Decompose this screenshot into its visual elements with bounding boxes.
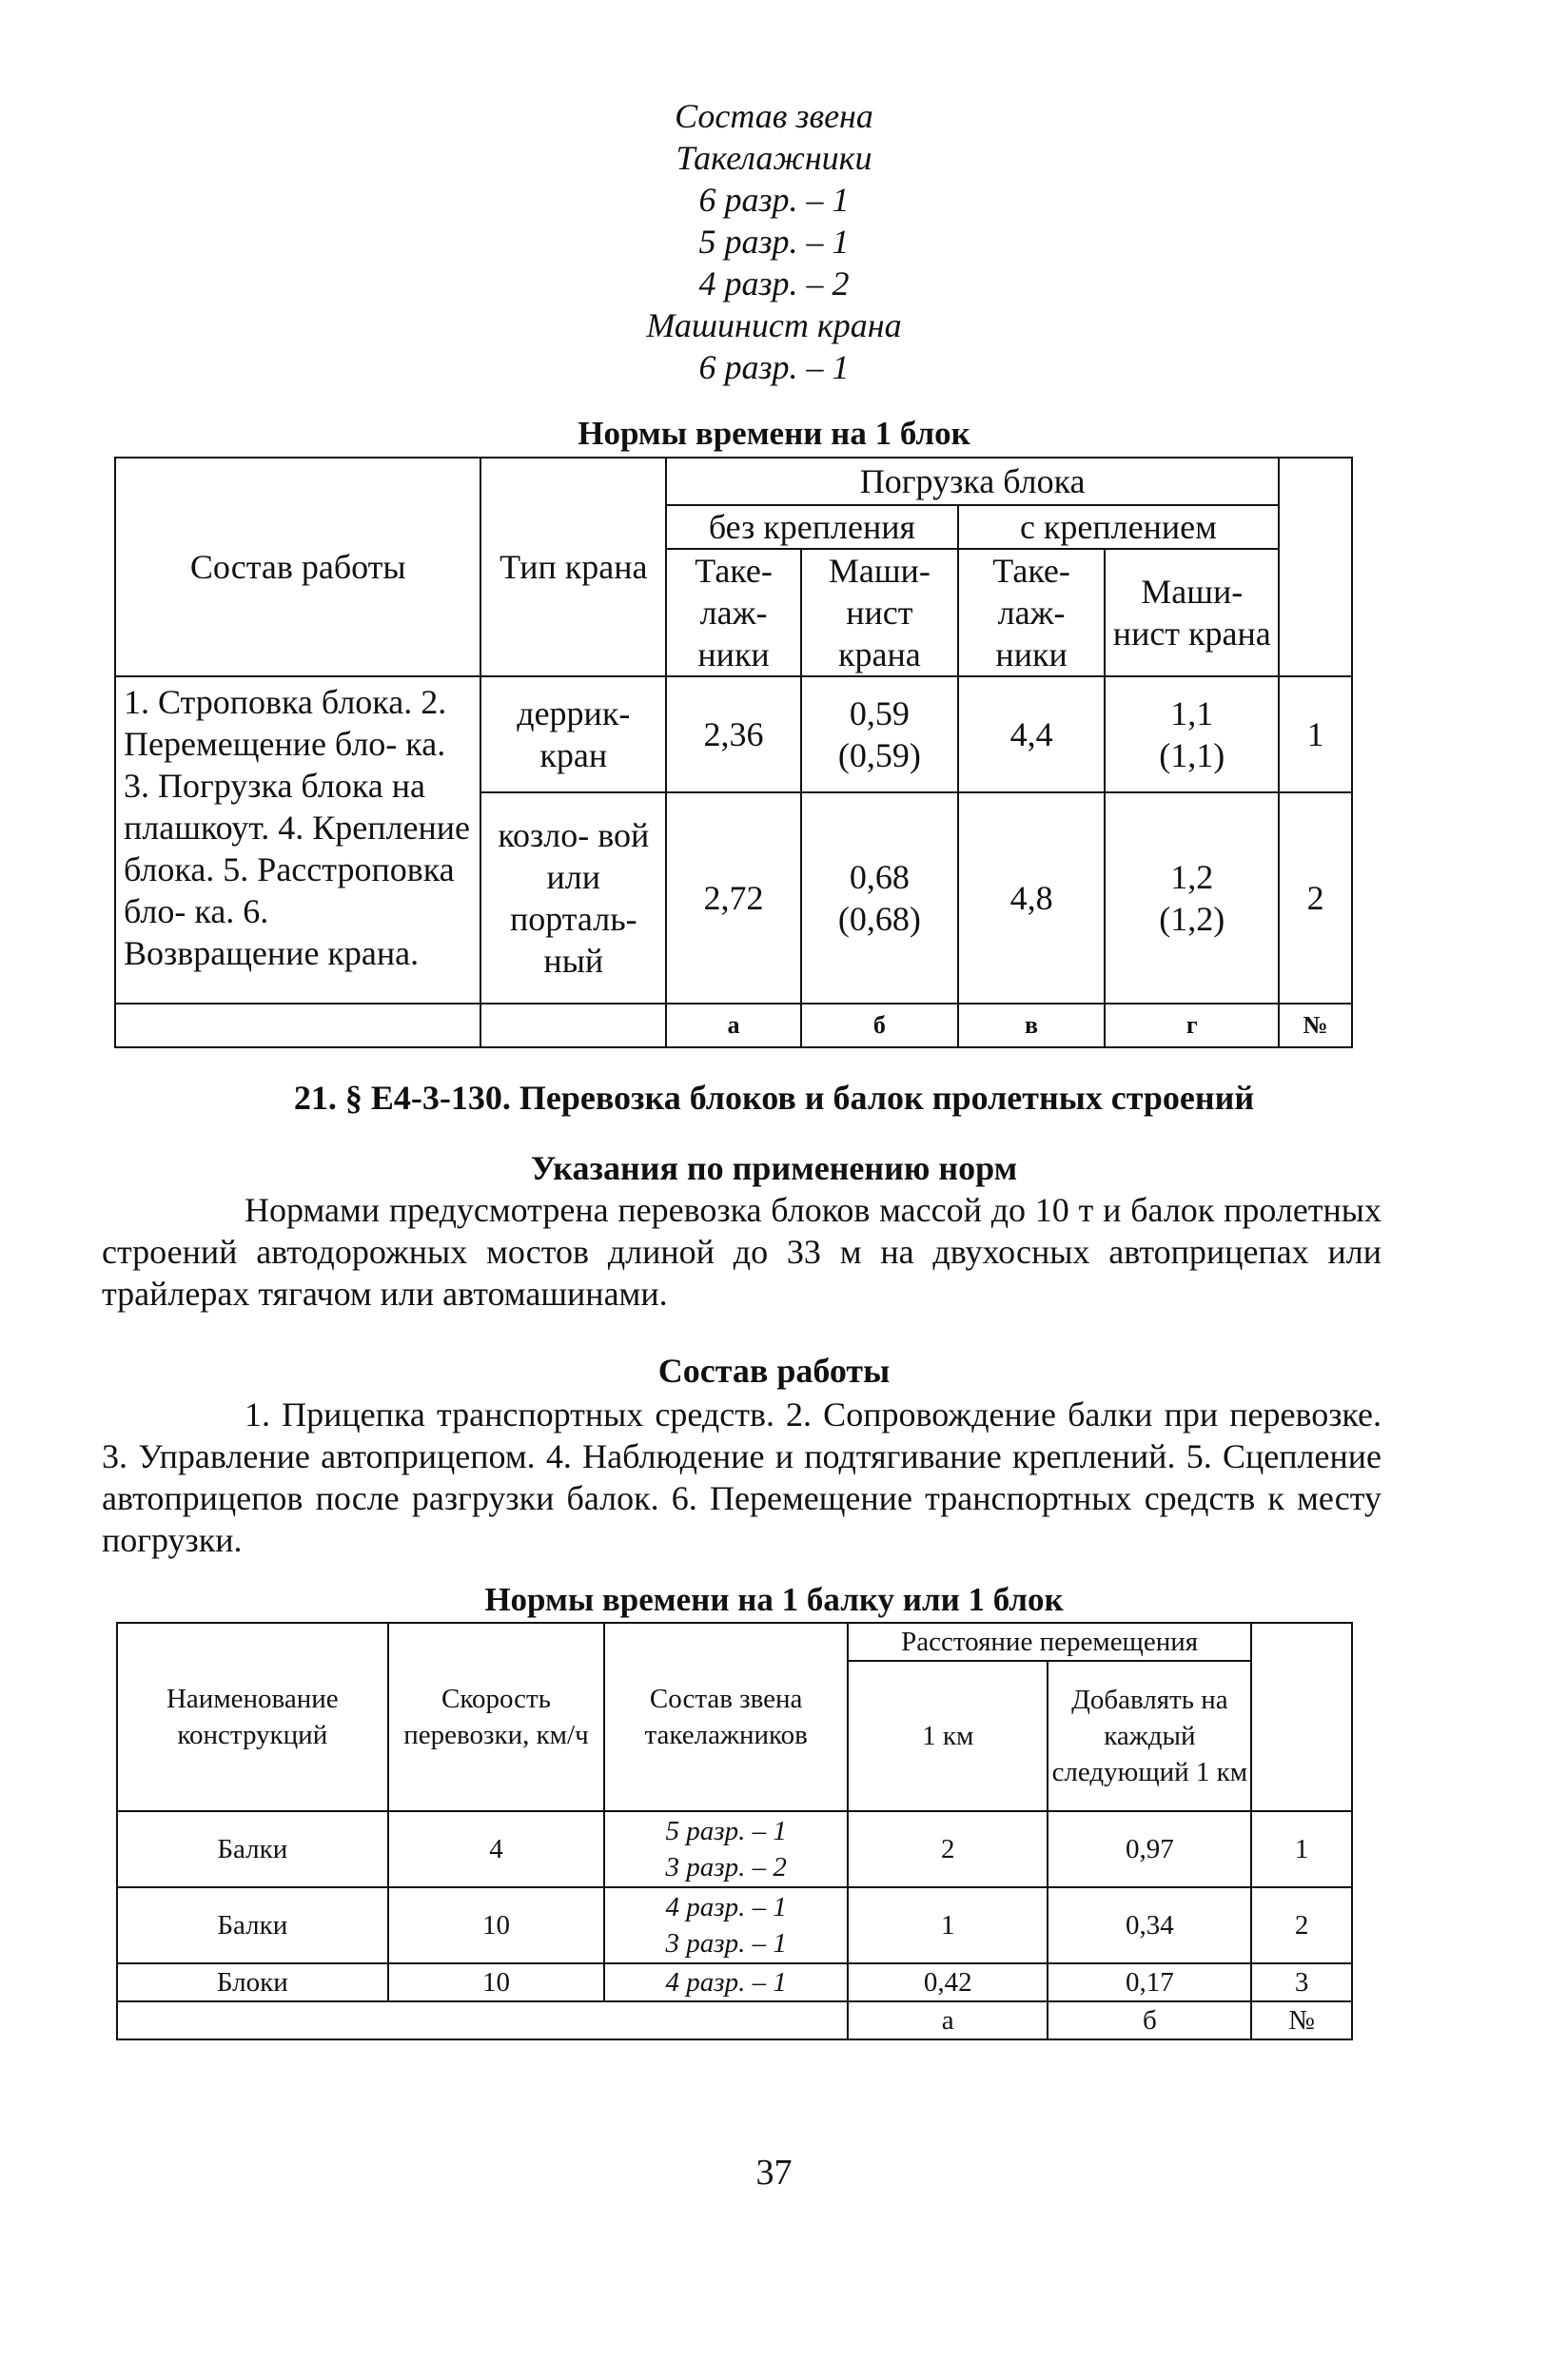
header-distance: Расстояние перемещения	[848, 1623, 1251, 1661]
header-with-fastening: с креплением	[958, 505, 1279, 549]
construction-name: Блоки	[117, 1963, 388, 2001]
value-a: 1	[848, 1887, 1048, 1963]
construction-name: Балки	[117, 1811, 388, 1887]
value-a: 2,36	[666, 676, 801, 792]
value-d: 1,2 (1,2)	[1105, 792, 1279, 1004]
construction-name: Балки	[117, 1887, 388, 1963]
crew-operator: Машинист крана	[646, 306, 902, 344]
value-b: 0,68 (0,68)	[801, 792, 958, 1004]
work-text: 1. Прицепка транспортных средств. 2. Сопровождение балки при перевозке. 3. Управление автоприцепом. 4. Наблюдение и подтягивание креплений. 5. Сцепление автоприцепов после разгрузки балок. 6. Перемещение транспортных средств к месту погрузки.	[102, 1395, 1381, 1559]
crew-operator-line: 6 разр. – 1	[698, 348, 850, 386]
column-letter: б	[1048, 2001, 1251, 2039]
speed: 10	[388, 1963, 605, 2001]
column-letter: б	[801, 1004, 958, 1047]
row-number: 3	[1251, 1963, 1352, 2001]
header-add-km: Добавлять на каждый следующий 1 км	[1048, 1661, 1251, 1811]
crew-line: 5 разр. – 1	[698, 223, 850, 261]
guide-title: Указания по применению норм	[530, 1149, 1018, 1187]
row-number: 1	[1279, 676, 1352, 792]
header-operator: Маши- нист крана	[1105, 549, 1279, 676]
header-riggers: Таке- лаж- ники	[666, 549, 801, 676]
letter-empty	[480, 1004, 666, 1047]
crew-cell: 4 разр. – 1	[604, 1963, 848, 2001]
table2	[116, 1622, 1353, 2040]
crew-cell: 4 разр. – 1 3 разр. – 1	[604, 1887, 848, 1963]
value-c: 4,8	[958, 792, 1106, 1004]
header-empty	[1279, 458, 1352, 676]
guide-text: Нормами предусмотрена перевозка блоков массой до 10 т и балок пролетных строений автодорожных мостов длиной до 33 м на двухосных автоприцепах или трайлерах тягачом или автомашинами.	[102, 1191, 1381, 1313]
value-b: 0,97	[1048, 1811, 1251, 1887]
work-title: Состав работы	[657, 1352, 891, 1390]
crane-type: деррик- кран	[480, 676, 666, 792]
value-a: 2,72	[666, 792, 801, 1004]
column-letter: №	[1279, 1004, 1352, 1047]
value-a: 0,42	[848, 1963, 1048, 2001]
header-crane-type: Тип крана	[480, 458, 666, 676]
table2-title: Нормы времени на 1 балку или 1 блок	[484, 1581, 1064, 1618]
header-operator: Маши- нист крана	[801, 549, 958, 676]
header-speed: Скорость перевозки, км/ч	[388, 1623, 605, 1811]
value-c: 4,4	[958, 676, 1106, 792]
value-d: 1,1 (1,1)	[1105, 676, 1279, 792]
column-letter: а	[666, 1004, 801, 1047]
column-letter: №	[1251, 2001, 1352, 2039]
column-letter: а	[848, 2001, 1048, 2039]
row-number: 1	[1251, 1811, 1352, 1887]
row-number: 2	[1279, 792, 1352, 1004]
header-1km: 1 км	[848, 1661, 1048, 1811]
header-name: Наименование конструкций	[117, 1623, 388, 1811]
work-description: 1. Строповка блока. 2. Перемещение бло- ка. 3. Погрузка блока на плашкоут. 4. Крепление блока. 5. Расстроповка бло- ка. 6. Возвращение крана.	[115, 676, 480, 1004]
header-loading: Погрузка блока	[666, 458, 1279, 505]
column-letter: г	[1105, 1004, 1279, 1047]
letter-empty	[115, 1004, 480, 1047]
header-empty	[1251, 1623, 1352, 1811]
crane-type: козло- вой или порталь- ный	[480, 792, 666, 1004]
crew-line: 6 разр. – 1	[698, 181, 850, 219]
table1-title: Нормы времени на 1 блок	[578, 415, 970, 452]
section-title: 21. § Е4-3-130. Перевозка блоков и балок пролетных строений	[293, 1079, 1255, 1117]
speed: 10	[388, 1887, 605, 1963]
column-letter: в	[958, 1004, 1106, 1047]
header-riggers: Таке- лаж- ники	[958, 549, 1106, 676]
value-b: 0,34	[1048, 1887, 1251, 1963]
row-number: 2	[1251, 1887, 1352, 1963]
crew-heading: Состав звена	[675, 97, 873, 135]
crew-composition	[0, 95, 1548, 388]
crew-riggers: Такелажники	[676, 139, 872, 177]
header-work: Состав работы	[115, 458, 480, 676]
table1	[114, 457, 1353, 1048]
value-b: 0,59 (0,59)	[801, 676, 958, 792]
value-b: 0,17	[1048, 1963, 1251, 2001]
header-without-fastening: без крепления	[666, 505, 958, 549]
crew-line: 4 разр. – 2	[698, 264, 850, 302]
page-number: 37	[755, 2153, 793, 2193]
crew-cell: 5 разр. – 1 3 разр. – 2	[604, 1811, 848, 1887]
speed: 4	[388, 1811, 605, 1887]
letter-empty	[117, 2001, 848, 2039]
value-a: 2	[848, 1811, 1048, 1887]
header-crew: Состав звена такелажников	[604, 1623, 848, 1811]
